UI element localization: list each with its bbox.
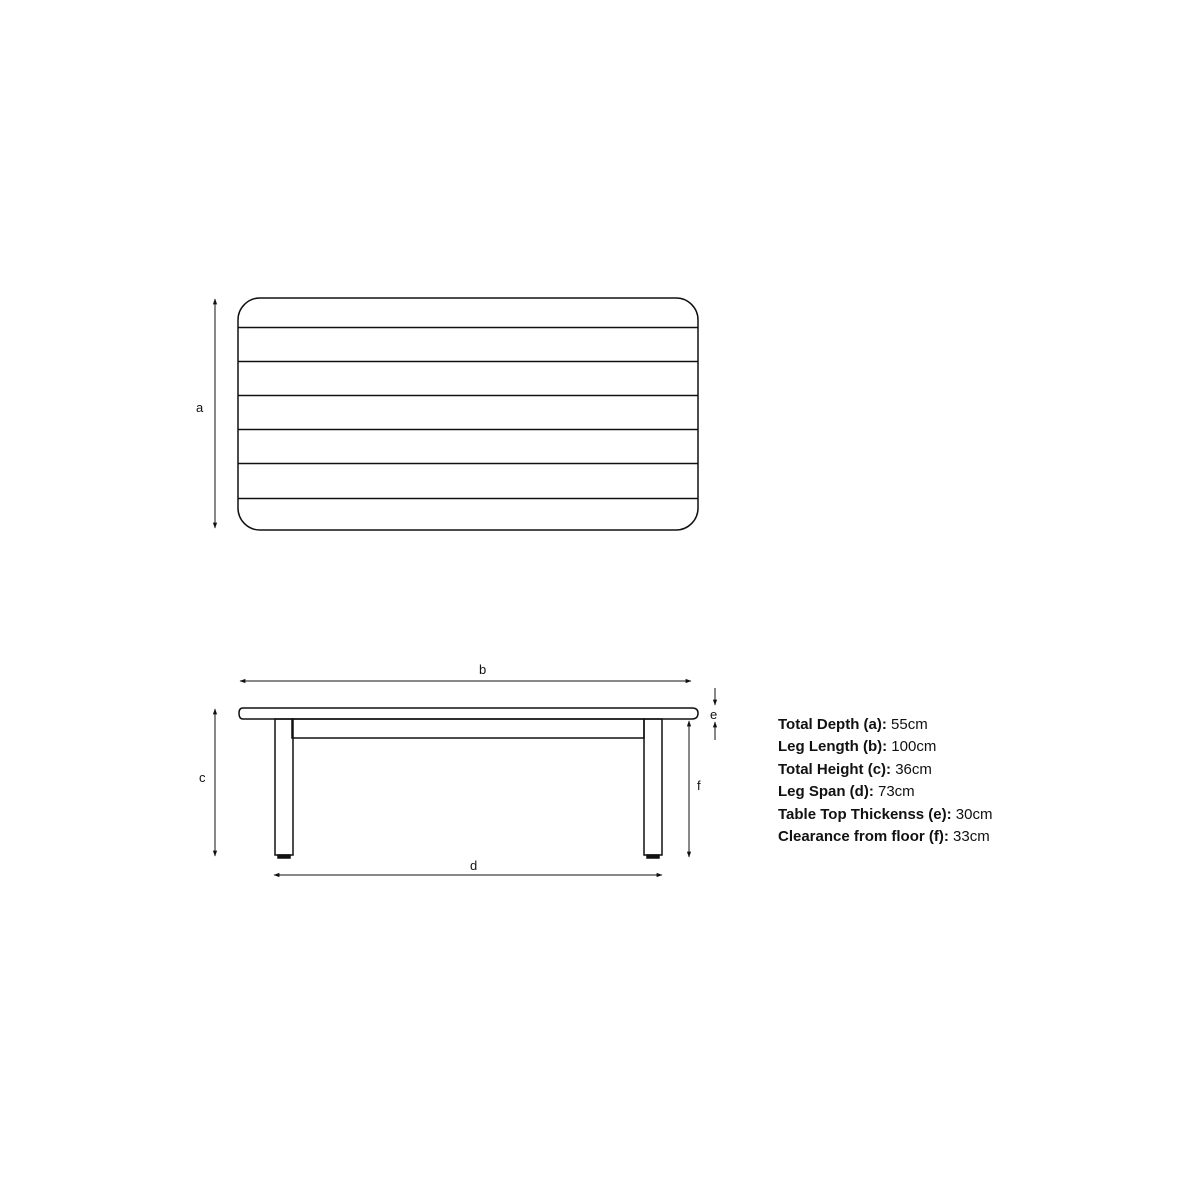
side-view (239, 708, 698, 858)
dimension-label-b: b (479, 662, 487, 677)
spec-value: 73cm (873, 783, 915, 801)
spec-label: Leg Span (d): (778, 783, 874, 801)
side-tabletop (239, 708, 698, 719)
spec-label: Total Height (c): (778, 760, 892, 778)
spec-total-depth (778, 714, 993, 736)
top-view (238, 298, 698, 530)
spec-value: 55cm (886, 716, 928, 733)
dimension-label-a: a (196, 400, 204, 415)
foot-right (647, 855, 659, 858)
leg-left (275, 719, 293, 855)
spec-label: Leg Length (b): (778, 738, 888, 756)
spec-total-height (778, 759, 993, 781)
leg-right (644, 719, 662, 855)
spec-leg-span (778, 781, 993, 803)
spec-label: Clearance from floor (f): (778, 828, 949, 846)
foot-left (278, 855, 290, 858)
spec-floor-clearance (778, 826, 993, 848)
dimension-specs-list (778, 714, 993, 848)
spec-label: Table Top Thickenss (e): (778, 805, 952, 823)
tabletop-outline (238, 298, 698, 530)
dimension-label-c: c (199, 770, 206, 785)
spec-value: 30cm (951, 805, 993, 823)
apron-rail (292, 719, 644, 738)
spec-leg-length (778, 736, 993, 758)
spec-value: 100cm (887, 738, 937, 756)
dimension-label-d: d (470, 858, 478, 873)
spec-value: 33cm (948, 828, 990, 846)
dimension-label-e: e (710, 707, 718, 722)
dimension-label-f: f (697, 778, 701, 793)
spec-value: 36cm (891, 760, 932, 778)
spec-label: Total Depth (a): (778, 716, 887, 733)
spec-tabletop-thickness (778, 804, 993, 826)
